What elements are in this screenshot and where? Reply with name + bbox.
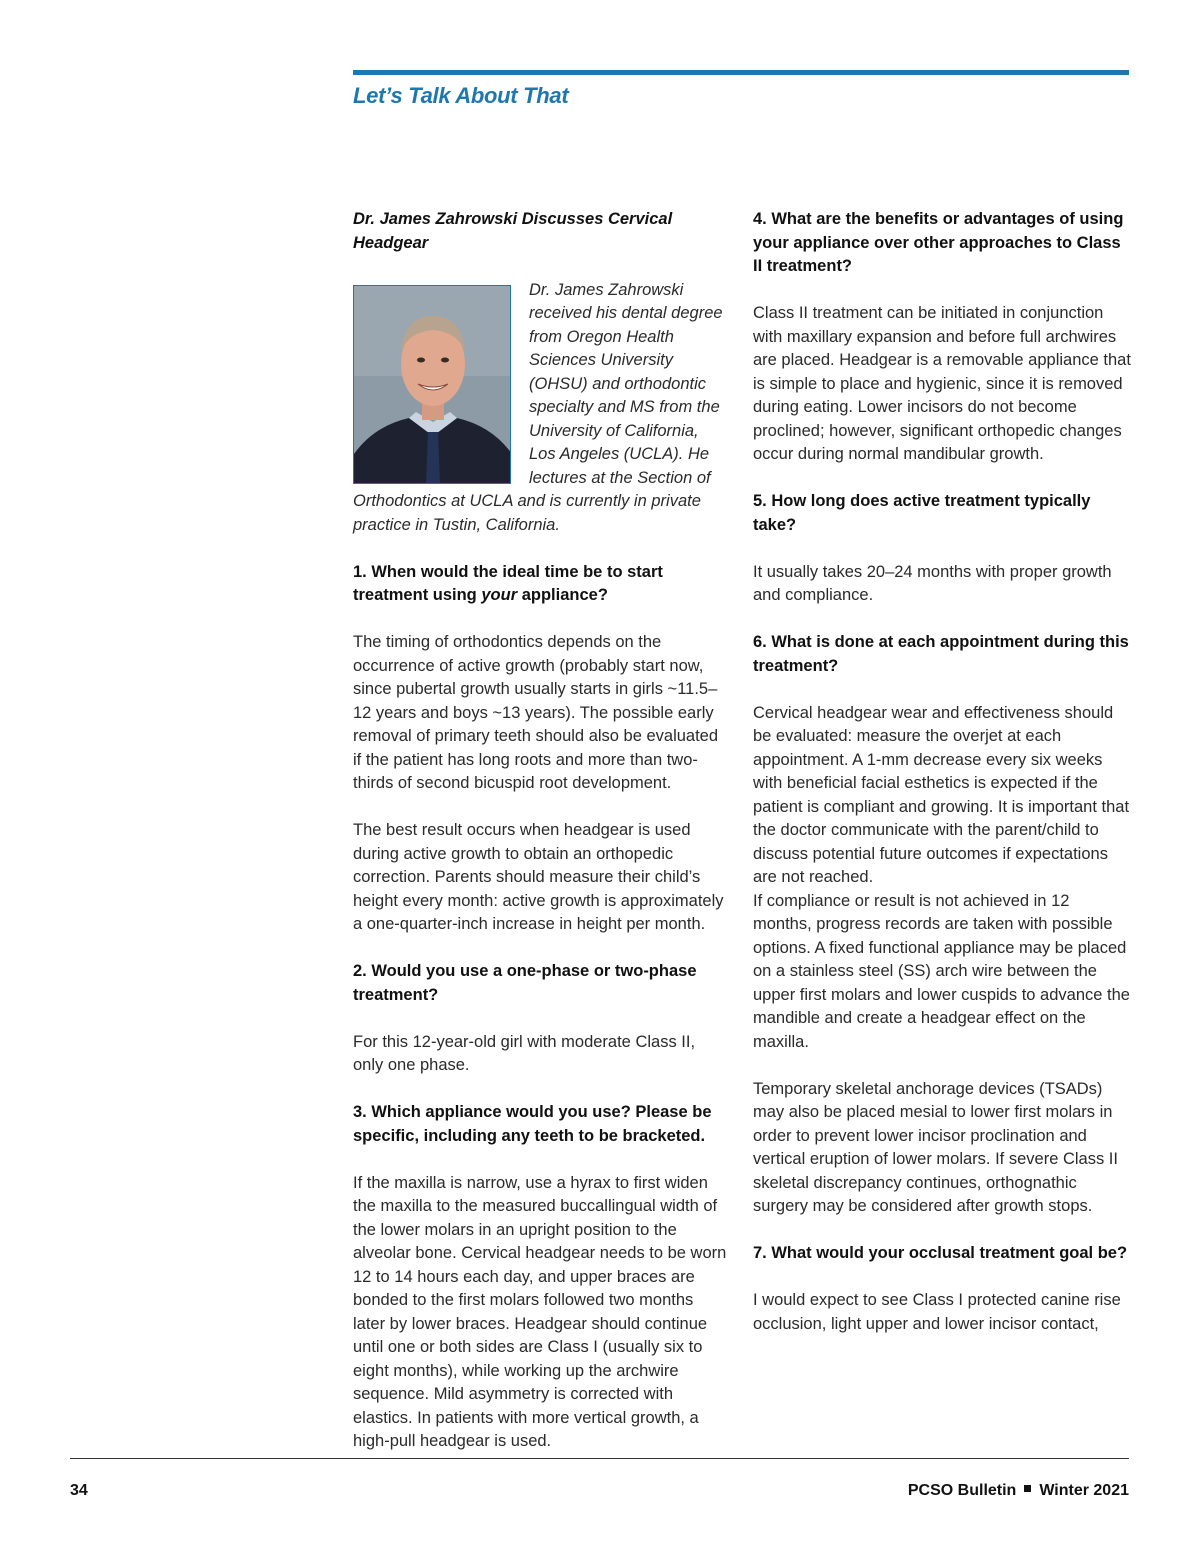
page-number: 34 [70,1482,88,1499]
author-bio: Dr. James Zahrowski received his dental degree from Oregon Health Sciences University (OHSU) and orthodontic specialty and MS from the University of California, Los Angeles (UCLA). He lectures at the Section of Orthodontics at UCLA and is currently in private practice in Tustin, California. [353,280,723,534]
article-title: Dr. James Zahrowski Discusses Cervical Headgear [353,210,673,252]
question-3: 3. Which appliance would you use? Please be specific, including any teeth to be bracketed. [353,1103,712,1145]
question-2: 2. Would you use a one-phase or two-phase treatment? [353,962,697,1004]
answer-1-paragraph-2: The best result occurs when headgear is used during active growth to obtain an orthopedic correction. Parents should measure their child’s height every month: active growth is approximately a one-quarter-inch increase in height per month. [353,821,724,933]
issue-date: Winter 2021 [1039,1482,1129,1499]
answer-6-paragraph-2: If compliance or result is not achieved in 12 months, progress records are taken with possible options. A fixed functional appliance may be placed on a stainless steel (SS) arch wire between the upper first molars and lower cuspids to advance the mandible and create a headgear effect on the maxilla. [753,891,1130,1051]
answer-5: It usually takes 20–24 months with proper growth and compliance. [753,562,1112,604]
publication-name: PCSO Bulletin [907,1482,1017,1499]
question-6: 6. What is done at each appointment during this treatment? [753,633,1129,675]
question-7: 7. What would your occlusal treatment goal be? [753,1244,1128,1262]
header-rule [353,70,1129,75]
answer-6-paragraph-1: Cervical headgear wear and effectiveness should be evaluated: measure the overjet at each appointment. A 1-mm decrease every six weeks with beneficial facial esthetics is expected if the patient is compliant and growing. It is important that the doctor communicate with the parent/child to discuss potential future outcomes if expectations are not reached. [753,703,1130,886]
answer-4: Class II treatment can be initiated in conjunction with maxillary expansion and before full archwires are placed. Headgear is a removable appliance that is simple to place and hygienic, since it is removed during eating. Lower incisors do not become proclined; however, significant orthopedic changes occur during normal mandibular growth. [753,304,1131,463]
answer-2: For this 12-year-old girl with moderate Class II, only one phase. [353,1032,696,1074]
question-4: 4. What are the benefits or advantages of using your appliance over other approaches to Class II treatment? [753,210,1124,275]
footer-publication [908,1482,1129,1500]
column-right [753,208,1131,1360]
answer-7: I would expect to see Class I protected canine rise occlusion, light upper and lower incisor contact, [753,1291,1121,1333]
column-left [353,208,729,1477]
square-bullet-icon [1024,1485,1031,1492]
portrait-illustration [354,286,511,484]
footer-rule [70,1458,1129,1459]
answer-3: If the maxilla is narrow, use a hyrax to first widen the maxilla to the measured buccallingual width of the lower molars in an upright position to the alveolar bone. Cervical headgear needs to be worn 12 to 14 hours each day, and upper braces are bonded to the first molars followed two months later by lower braces. Headgear should continue until one or both sides are Class I (usually six to eight months), while working up the archwire sequence. Mild asymmetry is corrected with elastics. In patients with more vertical growth, a high-pull headgear is used. [353,1173,727,1450]
author-portrait [353,285,511,484]
section-title: Let’s Talk About That [353,83,569,108]
question-1: 1. When would the ideal time be to start treatment using your appliance? [353,562,663,604]
answer-6-paragraph-3: Temporary skeletal anchorage devices (TSADs) may also be placed mesial to lower first molars in order to prevent lower incisor proclination and vertical eruption of lower molars. If severe Class II skeletal discrepancy continues, orthognathic surgery may be considered after growth stops. [753,1079,1118,1215]
answer-1-paragraph-1: The timing of orthodontics depends on the occurrence of active growth (probably start now, since pubertal growth usually starts in girls ~11.5–12 years and boys ~13 years). The possible early removal of primary teeth should also be evaluated if the patient has long roots and more than two-thirds of second bicuspid root development. [353,633,719,792]
question-5: 5. How long does active treatment typically take? [753,492,1091,534]
